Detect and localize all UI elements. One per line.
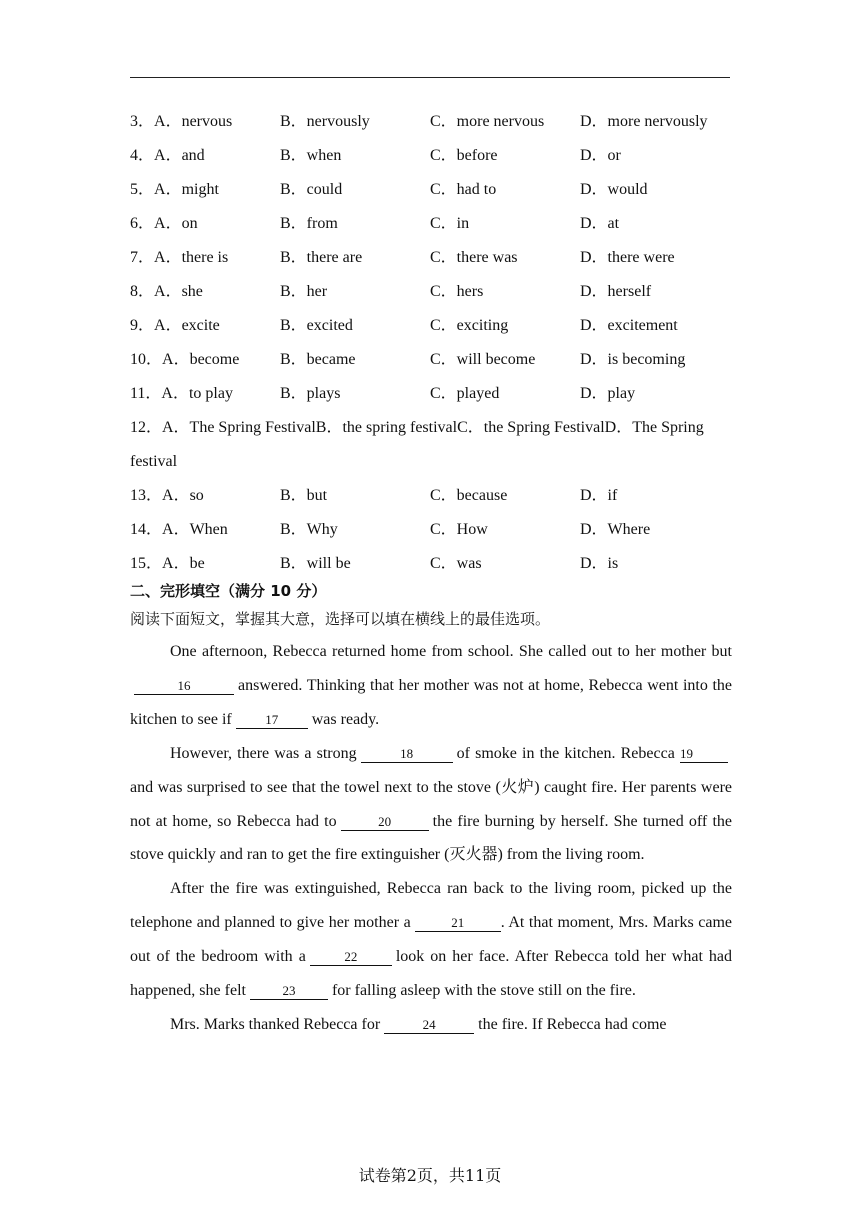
option-a-text: A．become — [162, 351, 240, 368]
question-number: 8． — [130, 283, 155, 300]
blank-17: 17 — [236, 712, 308, 729]
passage-text: and was surprised to see that the towel next to the stove (火炉) caught fire. Her parents were not at home, so Rebecca had to — [130, 778, 732, 830]
option-a — [130, 275, 280, 309]
passage-text: answered. Thinking that her mother was not at home, Rebecca went into the kitchen to see if — [130, 676, 732, 728]
question-number: 15． — [130, 555, 163, 572]
question-row — [130, 309, 732, 343]
option-d: D．more nervously — [580, 113, 708, 130]
option-c: C．hers — [430, 283, 484, 300]
option-c: C．because — [430, 487, 508, 504]
option-a — [130, 139, 280, 173]
instruction-text: 阅读下面短文，掌握其大意，选择可以填在横线上的最佳选项。 — [130, 610, 551, 628]
question-number: 3． — [130, 113, 155, 130]
question-row — [130, 343, 732, 377]
passage-paragraph-4 — [130, 1008, 732, 1042]
option-a-text: A．she — [154, 283, 203, 300]
option-a — [130, 547, 280, 581]
option-d: D．at — [580, 215, 620, 232]
question-row — [130, 105, 732, 139]
option-b: B．plays — [280, 385, 341, 402]
option-c: C．exciting — [430, 317, 509, 334]
passage-paragraph-2 — [130, 737, 732, 873]
blank-18: 18 — [361, 746, 453, 763]
option-a-text: A．and — [154, 147, 205, 164]
option-a — [130, 513, 280, 547]
passage-text: After the fire was extinguished, Rebecca ran back to the living room, picked up the telephone and planned to give her mother a — [130, 880, 732, 932]
question-row — [130, 275, 732, 309]
question-row — [130, 241, 732, 275]
question-row — [130, 479, 732, 513]
option-a-text: A．to play — [161, 385, 233, 402]
option-c: C．in — [430, 215, 470, 232]
option-b: B．Why — [280, 521, 338, 538]
option-d: D．excitement — [580, 317, 678, 334]
question-number: 4． — [130, 147, 155, 164]
option-c: C．had to — [430, 181, 497, 198]
question-row — [130, 139, 732, 173]
passage-text: However, there was a strong — [170, 744, 357, 762]
blank-20: 20 — [341, 814, 429, 831]
option-a-text: A．excite — [154, 317, 220, 334]
question-row — [130, 207, 732, 241]
option-a-text: A．there is — [154, 249, 229, 266]
option-d: D．is becoming — [580, 351, 686, 368]
option-d: D．play — [580, 385, 636, 402]
question-number: 9． — [130, 317, 155, 334]
passage-paragraph-3 — [130, 872, 732, 1008]
option-b: B．became — [280, 351, 356, 368]
option-c: C．was — [430, 555, 482, 572]
option-d: D．is — [580, 555, 619, 572]
passage-text: the fire burning by herself. She turned off the stove quickly and ran to get the fire extinguisher (灭火器) from the living room. — [130, 812, 733, 864]
option-a — [130, 105, 280, 139]
blank-24: 24 — [384, 1017, 474, 1034]
option-c: C．How — [430, 521, 488, 538]
question-number: 6． — [130, 215, 155, 232]
option-b: B．from — [280, 215, 338, 232]
option-b: B．her — [280, 283, 328, 300]
passage-text: . At that moment, Mrs. Marks came out of the bedroom with a — [130, 914, 732, 966]
option-c: C．before — [430, 147, 498, 164]
option-b: B．will be — [280, 555, 351, 572]
passage-text: for falling asleep with the stove still on the fire. — [331, 982, 636, 1000]
blank-21: 21 — [415, 915, 501, 932]
passage-text: the fire. If Rebecca had come — [478, 1015, 667, 1033]
blank-23: 23 — [250, 983, 328, 1000]
option-a — [130, 207, 280, 241]
passage-text: look on her face. After Rebecca told her what had happened, she felt — [130, 948, 732, 1000]
option-a — [130, 377, 280, 411]
option-a — [130, 343, 280, 377]
option-a-text: A．so — [162, 487, 204, 504]
option-a-text: A．might — [154, 181, 219, 198]
option-a — [130, 479, 280, 513]
page-content — [130, 105, 732, 1042]
option-a — [130, 309, 280, 343]
question-12: 12．A．The Spring FestivalB．the spring festivalC．the Spring FestivalD．The Spring festival — [130, 419, 704, 470]
page-footer: 试卷第2页，共11页 — [358, 1166, 502, 1185]
option-a — [130, 173, 280, 207]
blank-16: 16 — [134, 678, 234, 695]
header-rule — [130, 77, 730, 78]
question-row — [130, 377, 732, 411]
option-d: D．herself — [580, 283, 652, 300]
option-b: B．there are — [280, 249, 363, 266]
passage-paragraph-1 — [130, 635, 732, 737]
options-group-1 — [130, 105, 732, 411]
question-number: 7． — [130, 249, 155, 266]
question-number: 13． — [130, 487, 163, 504]
option-a-text: A．When — [162, 521, 228, 538]
options-group-2 — [130, 479, 732, 581]
question-number: 5． — [130, 181, 155, 198]
blank-19: 19 — [680, 746, 728, 763]
option-b: B．but — [280, 487, 328, 504]
passage-text: of smoke in the kitchen. Rebecca — [456, 744, 675, 762]
option-a-text: A．on — [154, 215, 198, 232]
option-a-text: A．be — [162, 555, 205, 572]
passage-text: Mrs. Marks thanked Rebecca for — [170, 1015, 381, 1033]
option-b: B．when — [280, 147, 342, 164]
option-d: D．there were — [580, 249, 675, 266]
option-d: D．Where — [580, 521, 651, 538]
option-c: C．will become — [430, 351, 536, 368]
question-number: 10． — [130, 351, 163, 368]
question-row — [130, 513, 732, 547]
question-row — [130, 547, 732, 581]
question-number: 11． — [130, 385, 162, 402]
question-row — [130, 173, 732, 207]
option-c: C．more nervous — [430, 113, 545, 130]
option-c: C．there was — [430, 249, 518, 266]
question-number: 14． — [130, 521, 163, 538]
option-a — [130, 241, 280, 275]
option-b: B．nervously — [280, 113, 370, 130]
option-b: B．excited — [280, 317, 353, 334]
option-c: C．played — [430, 385, 500, 402]
section-heading: 二、完形填空（满分 10 分） — [130, 582, 327, 600]
passage-text: One afternoon, Rebecca returned home from school. She called out to her mother but — [170, 643, 732, 660]
option-d: D．or — [580, 147, 621, 164]
option-a-text: A．nervous — [154, 113, 233, 130]
option-d: D．would — [580, 181, 648, 198]
blank-22: 22 — [310, 949, 392, 966]
option-b: B．could — [280, 181, 343, 198]
passage-text: was ready. — [311, 710, 380, 728]
option-d: D．if — [580, 487, 618, 504]
